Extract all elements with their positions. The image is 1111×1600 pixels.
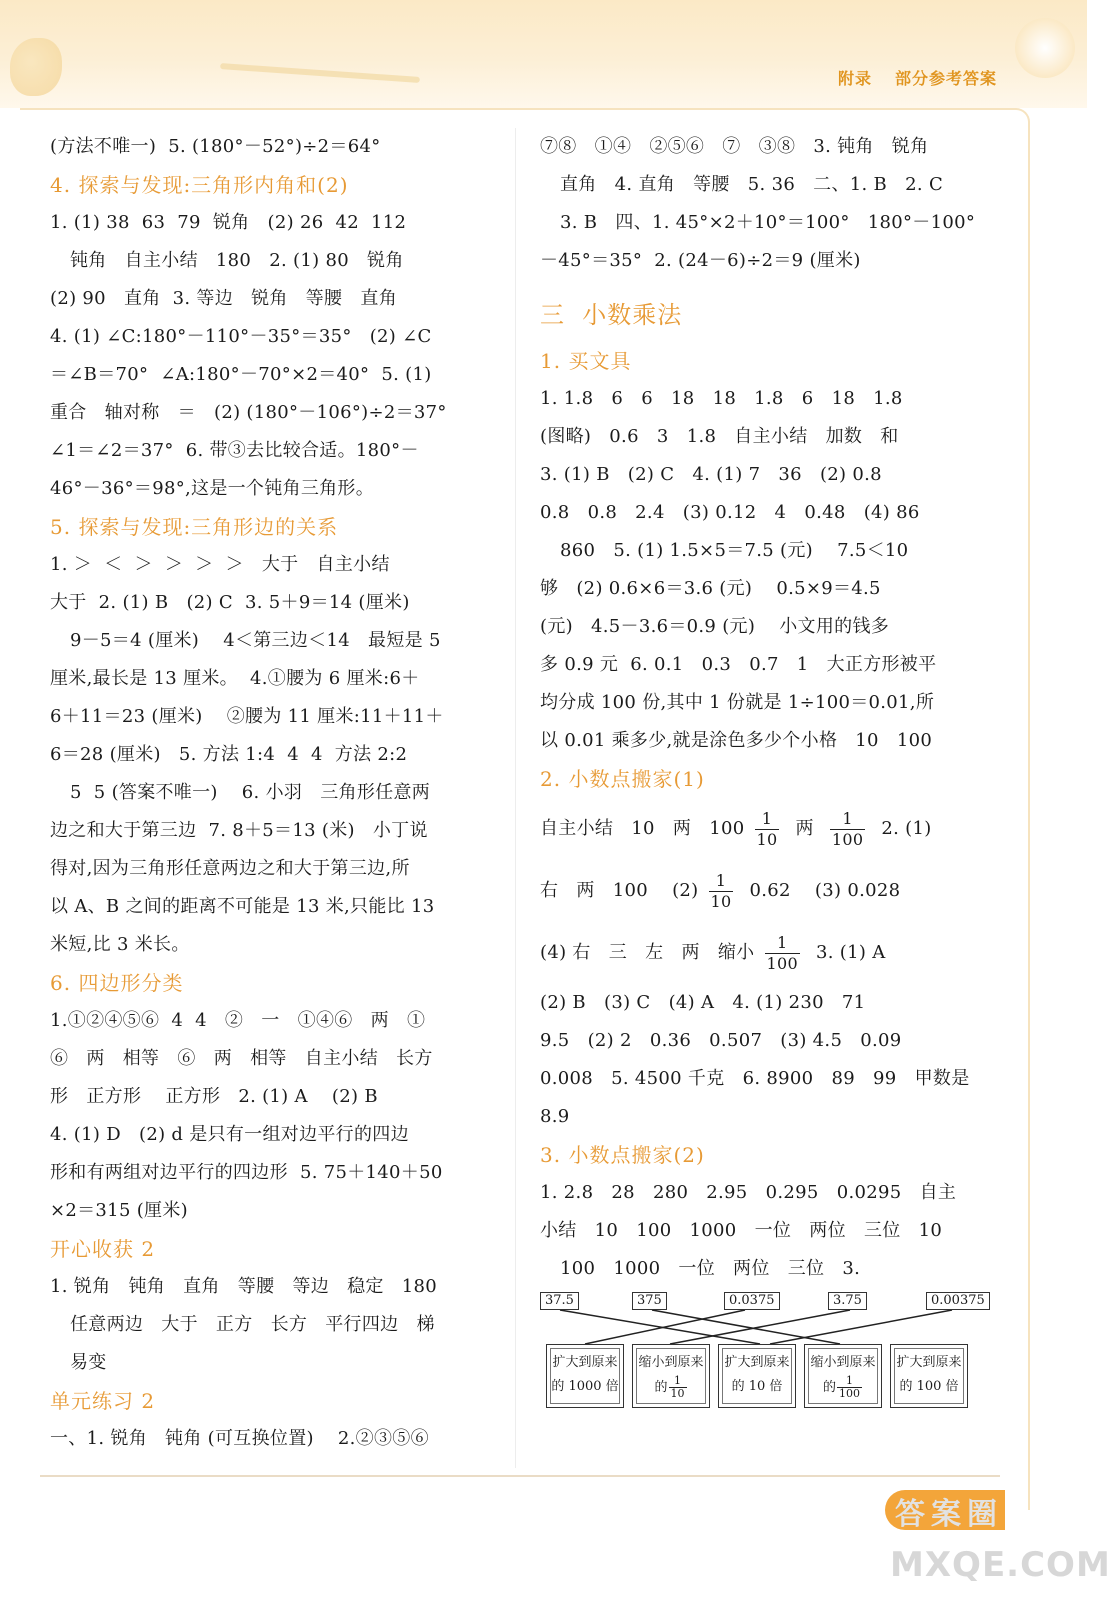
- header-section-title: 部分参考答案: [895, 69, 998, 88]
- answer-line: 厘米,最长是 13 厘米。 4.①腰为 6 厘米:6＋: [50, 668, 420, 689]
- section-heading: 4. 探索与发现:三角形内角和(2): [50, 173, 349, 197]
- value-box: 0.00375: [926, 1292, 990, 1310]
- answer-line: 46°－36°＝98°,这是一个钝角三角形。: [50, 478, 375, 499]
- answer-line: 得对,因为三角形任意两边之和大于第三边,所: [50, 858, 410, 879]
- answer-line: 4. (1) ∠C:180°－110°－35°＝35° (2) ∠C: [50, 326, 432, 347]
- answer-line: ×2＝315 (厘米): [50, 1200, 188, 1221]
- operation-box: 缩小到原来 的 $\frac{1}{10}$: [632, 1344, 710, 1408]
- answer-line: 1. ＞ ＜ ＞ ＞ ＞ ＞ 大于 自主小结: [50, 554, 390, 575]
- answer-line: 1.①②④⑤⑥ 4 4 ② 一 ①④⑥ 两 ①: [50, 1010, 426, 1031]
- section-heading: 2. 小数点搬家(1): [540, 767, 705, 791]
- answer-line: 米短,比 3 米长。: [50, 934, 190, 955]
- operation-box: 扩大到原来 的 10 倍: [718, 1344, 796, 1408]
- answer-line: 边之和大于第三边 7. 8＋5＝13 (米) 小丁说: [50, 820, 428, 841]
- answer-line: 0.008 5. 4500 千克 6. 8900 89 99 甲数是: [540, 1068, 970, 1089]
- answer-line: 1. 锐角 钝角 直角 等腰 等边 稳定 180: [50, 1276, 438, 1297]
- watermark-logo: 答案圈: [895, 1497, 1003, 1532]
- value-box: 0.0375: [724, 1292, 780, 1310]
- footer-divider: [40, 1475, 1000, 1477]
- answer-line: 9.5 (2) 2 0.36 0.507 (3) 4.5 0.09: [540, 1030, 902, 1051]
- chapter-title: 三 小数乘法: [540, 301, 683, 329]
- section-heading: 5. 探索与发现:三角形边的关系: [50, 515, 339, 539]
- section-heading: 3. 小数点搬家(2): [540, 1143, 705, 1167]
- answer-line: 1. 2.8 28 280 2.95 0.295 0.0295 自主: [540, 1182, 957, 1203]
- section-heading: 1. 买文具: [540, 349, 632, 373]
- answer-line: 6＝28 (厘米) 5. 方法 1:4 4 4 方法 2:2: [50, 744, 408, 765]
- header-appendix: 附录: [838, 69, 873, 88]
- answer-line: (方法不唯一) 5. (180°－52°)÷2＝64°: [50, 136, 381, 157]
- answer-line: ＝∠B＝70° ∠A:180°－70°×2＝40° 5. (1): [50, 364, 432, 385]
- answer-line: 9－5＝4 (厘米) 4＜第三边＜14 最短是 5: [70, 630, 441, 651]
- answer-line: 4. (1) D (2) d 是只有一组对边平行的四边: [50, 1124, 409, 1145]
- left-column: [50, 128, 490, 1458]
- value-box: 3.75: [828, 1292, 867, 1310]
- answer-line: (元) 4.5－3.6＝0.9 (元) 小文用的钱多: [540, 616, 890, 637]
- answer-line: 多 0.9 元 6. 0.1 0.3 0.7 1 大正方形被平: [540, 654, 937, 675]
- answer-line: 以 0.01 乘多少,就是涂色多少个小格 10 100: [540, 730, 933, 751]
- answer-line: 1. 1.8 6 6 18 18 1.8 6 18 1.8: [540, 388, 903, 409]
- answer-line: －45°＝35° 2. (24－6)÷2＝9 (厘米): [540, 250, 861, 271]
- right-column: [540, 128, 985, 1417]
- answer-line: 重合 轴对称 ＝ (2) (180°－106°)÷2＝37°: [50, 402, 447, 423]
- answer-line: 5 5 (答案不唯一) 6. 小羽 三角形任意两: [70, 782, 431, 803]
- answer-line: ⑦⑧ ①④ ②⑤⑥ ⑦ ③⑧ 3. 钝角 锐角: [540, 136, 929, 157]
- answer-line: 860 5. (1) 1.5×5＝7.5 (元) 7.5＜10: [560, 540, 909, 561]
- top-banner: [0, 0, 1087, 108]
- fraction: $\frac{1}{10}$: [756, 808, 778, 849]
- answer-line: ∠1＝∠2＝37° 6. 带③去比较合适。180°－: [50, 440, 419, 461]
- answer-line: 钝角 自主小结 180 2. (1) 80 锐角: [70, 250, 404, 271]
- answer-line: (图略) 0.6 3 1.8 自主小结 加数 和: [540, 426, 899, 447]
- answer-line: 1. (1) 38 63 79 锐角 (2) 26 42 112: [50, 212, 407, 233]
- answer-line: (2) 90 直角 3. 等边 锐角 等腰 直角: [50, 288, 398, 309]
- matching-diagram: [540, 1292, 985, 1417]
- watermark-site: MXQE.COM: [890, 1545, 1111, 1585]
- answer-line: 任意两边 大于 正方 长方 平行四边 梯: [70, 1314, 435, 1335]
- answer-line-fraction-2: 右 两 100 (2) $\frac{1}{10}$ 0.62 (3) 0.028: [540, 870, 901, 911]
- section-heading: 6. 四边形分类: [50, 971, 184, 995]
- fraction: $\frac{1}{100}$: [766, 932, 798, 973]
- answer-line: 大于 2. (1) B (2) C 3. 5＋9＝14 (厘米): [50, 592, 410, 613]
- operation-box: 扩大到原来 的 1000 倍: [546, 1344, 624, 1408]
- value-box: 375: [632, 1292, 667, 1310]
- answer-line: 形 正方形 正方形 2. (1) A (2) B: [50, 1086, 378, 1107]
- operation-box: 缩小到原来 的 $\frac{1}{100}$: [804, 1344, 882, 1408]
- answer-line: 3. B 四、1. 45°×2＋10°＝100° 180°－100°: [560, 212, 976, 233]
- answer-line: 均分成 100 份,其中 1 份就是 1÷100＝0.01,所: [540, 692, 935, 713]
- column-divider: [515, 128, 516, 1468]
- answer-line: 易变: [70, 1352, 107, 1373]
- decoration-circle: [1015, 18, 1075, 78]
- answer-line: 直角 4. 直角 等腰 5. 36 二、1. B 2. C: [560, 174, 944, 195]
- section-heading: 单元练习 2: [50, 1389, 156, 1413]
- answer-line: 一、1. 锐角 钝角 (可互换位置) 2.②③⑤⑥: [50, 1428, 429, 1449]
- answer-line: 形和有两组对边平行的四边形 5. 75＋140＋50: [50, 1162, 443, 1183]
- answer-line-fraction-3: (4) 右 三 左 两 缩小 $\frac{1}{100}$ 3. (1) A: [540, 932, 886, 973]
- fraction: $\frac{1}{100}$: [831, 808, 864, 849]
- answer-line-fraction-1: 自主小结 10 两 100 $\frac{1}{10}$ 两 $\frac{1}{100}$ 2. (1): [540, 808, 932, 849]
- answer-line: 够 (2) 0.6×6＝3.6 (元) 0.5×9＝4.5: [540, 578, 881, 599]
- answer-line: 100 1000 一位 两位 三位 3.: [560, 1258, 861, 1279]
- answer-line: 6＋11＝23 (厘米) ②腰为 11 厘米:11＋11＋: [50, 706, 444, 727]
- answer-line: 3. (1) B (2) C 4. (1) 7 36 (2) 0.8: [540, 464, 882, 485]
- answer-line: 以 A、B 之间的距离不可能是 13 米,只能比 13: [50, 896, 435, 917]
- operation-box: 扩大到原来 的 100 倍: [890, 1344, 968, 1408]
- answer-line: 8.9: [540, 1106, 570, 1127]
- answer-line: 小结 10 100 1000 一位 两位 三位 10: [540, 1220, 943, 1241]
- value-box: 37.5: [540, 1292, 579, 1310]
- answer-line: ⑥ 两 相等 ⑥ 两 相等 自主小结 长方: [50, 1048, 433, 1069]
- fraction: $\frac{1}{10}$: [710, 870, 732, 911]
- section-heading: 开心收获 2: [50, 1237, 156, 1261]
- answer-line: (2) B (3) C (4) A 4. (1) 230 71: [540, 992, 866, 1013]
- decoration-icon: [10, 38, 62, 96]
- answer-line: 0.8 0.8 2.4 (3) 0.12 4 0.48 (4) 86: [540, 502, 920, 523]
